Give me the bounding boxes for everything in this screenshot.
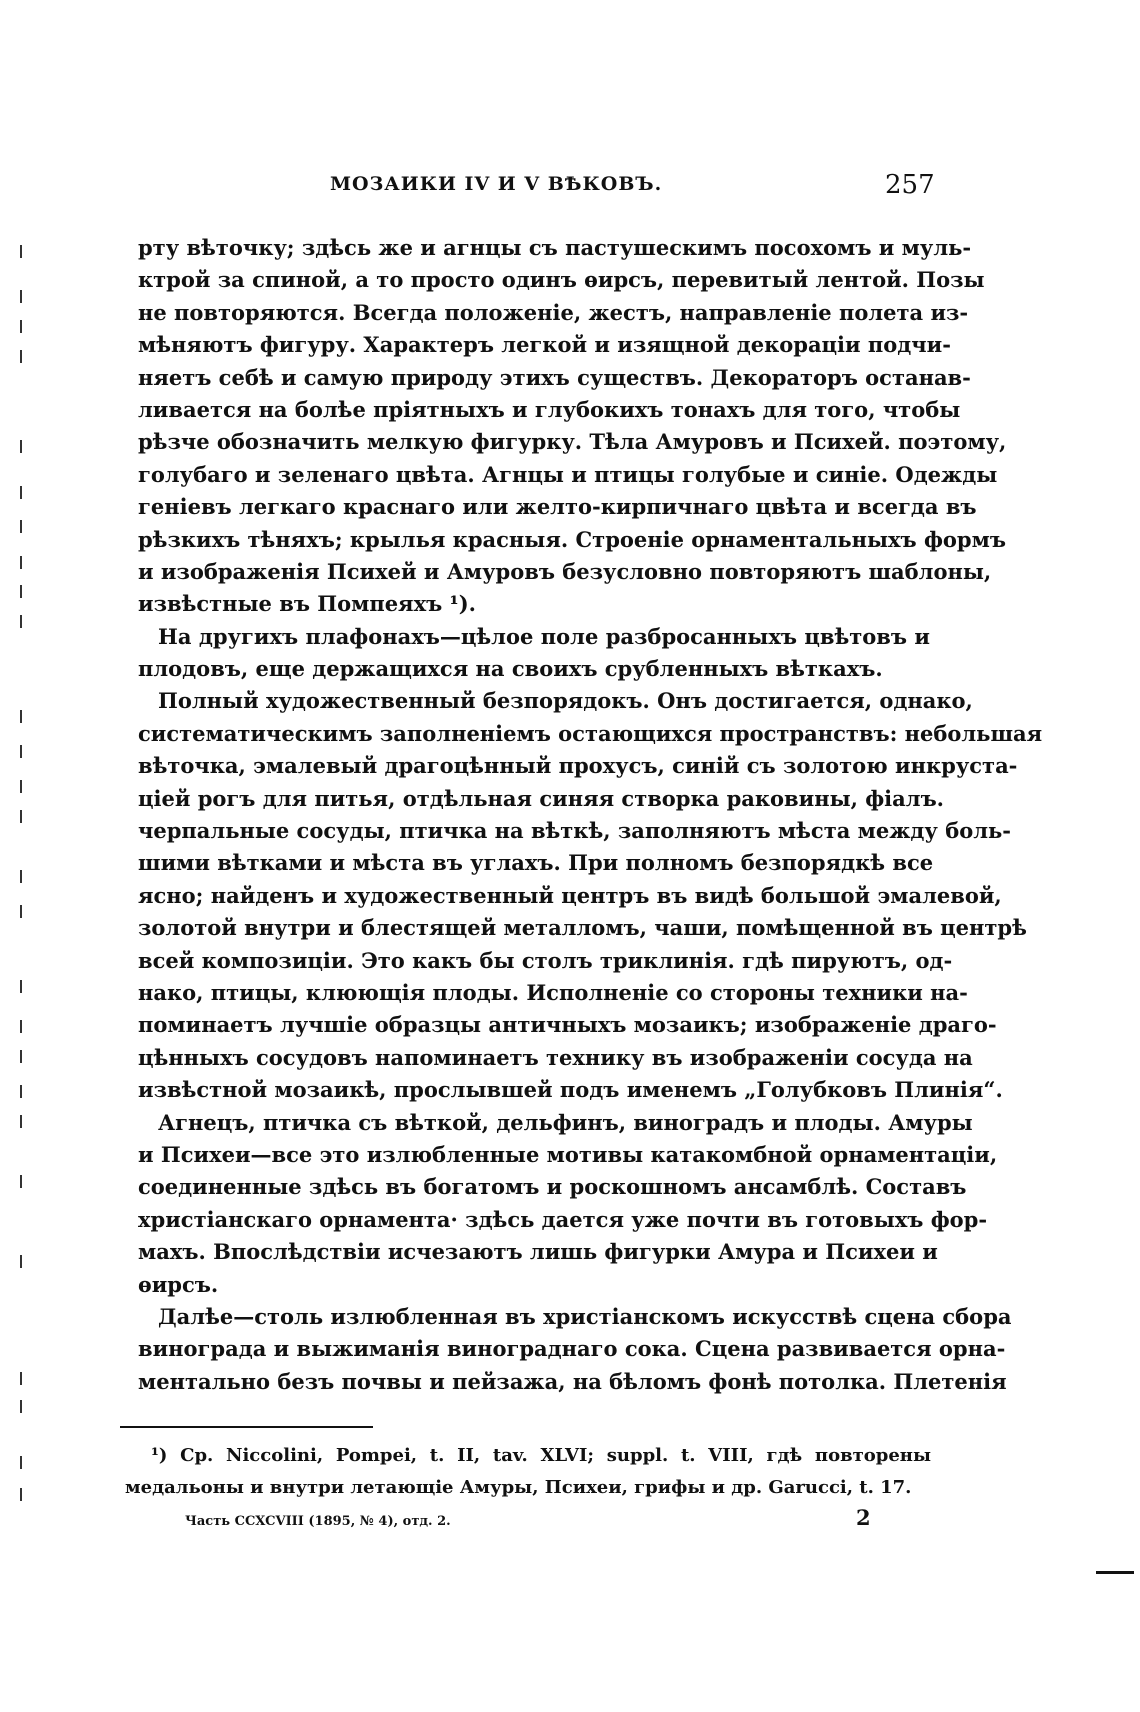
scan-margin-mark xyxy=(20,1085,22,1098)
scan-margin-mark xyxy=(20,615,22,628)
scan-margin-mark xyxy=(20,350,22,363)
scan-margin-mark xyxy=(20,1372,22,1385)
sheet-number: 2 xyxy=(856,1505,871,1530)
text-line: нако, птицы, клюющія плоды. Исполненіе со стороны техники на- xyxy=(138,979,968,1005)
text-line: цѣнныхъ сосудовъ напоминаетъ технику въ изображеніи сосуда на xyxy=(138,1044,973,1070)
text-line: мѣняютъ фигуру. Характеръ легкой и изящной декораціи подчи- xyxy=(138,332,951,358)
text-line: Полный художественный безпорядокъ. Онъ достигается, однако, xyxy=(158,688,973,714)
text-line: поминаетъ лучшіе образцы античныхъ мозаикъ; изображеніе драго- xyxy=(138,1012,997,1038)
text-line: извѣстные въ Помпеяхъ ¹). xyxy=(138,591,476,617)
scan-margin-mark xyxy=(20,1255,22,1268)
text-line: всей композиціи. Это какъ бы столъ триклинія. гдѣ пируютъ, од- xyxy=(138,947,953,973)
scan-margin-mark xyxy=(20,1400,22,1413)
text-line: и Психеи—все это излюбленные мотивы катакомбной орнаментаціи, xyxy=(138,1141,998,1167)
text-line: и изображенія Психей и Амуровъ безусловно повторяютъ шаблоны, xyxy=(138,558,992,584)
scan-margin-mark xyxy=(20,1488,22,1501)
scan-margin-mark xyxy=(20,245,22,258)
scan-margin-mark xyxy=(20,320,22,333)
text-line: Агнецъ, птичка съ вѣткой, дельфинъ, виноградъ и плоды. Амуры xyxy=(158,1109,973,1135)
scan-margin-mark xyxy=(20,440,22,453)
scan-margin-mark xyxy=(20,585,22,598)
scan-margin-mark xyxy=(20,780,22,793)
text-line: ментально безъ почвы и пейзажа, на бѣломъ фонѣ потолка. Плетенія xyxy=(138,1368,1007,1394)
scan-margin-mark xyxy=(20,905,22,918)
scan-margin-mark xyxy=(20,980,22,993)
text-line: шими вѣтками и мѣста въ углахъ. При полномъ безпорядкѣ все xyxy=(138,850,934,876)
scan-margin-mark xyxy=(20,1175,22,1188)
scan-margin-mark xyxy=(20,290,22,303)
text-line: ктрой за спиной, а то просто одинъ ѳирсъ, перевитый лентой. Позы xyxy=(138,267,985,293)
scan-margin-mark xyxy=(20,745,22,758)
text-line: рту вѣточку; здѣсь же и агнцы съ пастушескимъ посохомъ и муль- xyxy=(138,235,972,260)
text-line: ливается на болѣе пріятныхъ и глубокихъ тонахъ для того, чтобы xyxy=(138,396,961,422)
text-line: христіанскаго орнамента· здѣсь дается уже почти въ готовыхъ фор- xyxy=(138,1206,988,1232)
text-line: черпальные сосуды, птичка на вѣткѣ, заполняютъ мѣста между боль- xyxy=(138,818,1011,844)
scan-margin-mark xyxy=(20,520,22,533)
scan-margin-mark xyxy=(20,710,22,723)
text-line: няетъ себѣ и самую природу этихъ существъ. Декораторъ останав- xyxy=(138,364,971,390)
scan-margin-mark xyxy=(20,1020,22,1033)
text-line: ціей рогъ для питья, отдѣльная синяя створка раковины, фіалъ. xyxy=(138,785,944,811)
printer-signature: Часть CCXCVIII (1895, № 4), отд. 2. xyxy=(185,1514,451,1529)
scan-margin-mark xyxy=(20,1050,22,1063)
scan-margin-mark xyxy=(20,486,22,499)
footnote-rule xyxy=(120,1426,373,1428)
scan-margin-mark xyxy=(20,870,22,883)
text-line: соединенные здѣсь въ богатомъ и роскошномъ ансамблѣ. Составъ xyxy=(138,1174,967,1200)
text-line: винограда и выжиманія винограднаго сока. Сцена развивается орна- xyxy=(138,1336,1006,1362)
scan-margin-mark xyxy=(20,1456,22,1469)
text-line: геніевъ легкаго краснаго или желто-кирпичнаго цвѣта и всегда въ xyxy=(138,494,977,520)
text-line: На другихъ плафонахъ—цѣлое поле разбросанныхъ цвѣтовъ и xyxy=(158,623,930,649)
scan-margin-mark xyxy=(20,810,22,823)
running-head: МОЗАИКИ IV И V ВѢКОВЪ. xyxy=(330,173,663,195)
text-line: систематическимъ заполненіемъ остающихся пространствъ: небольшая xyxy=(138,720,1043,746)
text-line: рѣзче обозначить мелкую фигурку. Тѣла Амуровъ и Психей. поэтому, xyxy=(138,429,1007,455)
footnote-line: ¹) Ср. Niccolini, Pompei, t. II, tav. XLVI; suppl. t. VIII, гдѣ повторены xyxy=(151,1445,931,1466)
text-line: не повторяются. Всегда положеніе, жестъ, направленіе полета из- xyxy=(138,299,969,325)
scan-margin-mark xyxy=(20,556,22,569)
text-line: извѣстной мозаикѣ, прослывшей подъ именемъ „Голубковъ Плинія“. xyxy=(138,1077,1003,1103)
body-text xyxy=(138,232,1043,1398)
text-line: золотой внутри и блестящей металломъ, чаши, помѣщенной въ центрѣ xyxy=(138,915,1027,941)
text-line: голубаго и зеленаго цвѣта. Агнцы и птицы голубые и синіе. Одежды xyxy=(138,461,998,487)
text-line: ѳирсъ. xyxy=(138,1271,219,1297)
text-line: плодовъ, еще держащихся на своихъ срубленныхъ вѣткахъ. xyxy=(138,656,883,682)
text-line: махъ. Впослѣдствіи исчезаютъ лишь фигурки Амура и Психеи и xyxy=(138,1239,938,1265)
footnote-line: медальоны и внутри летающіе Амуры, Психеи, грифы и др. Garucci, t. 17. xyxy=(125,1477,912,1498)
text-line: ясно; найденъ и художественный центръ въ видѣ большой эмалевой, xyxy=(138,882,1002,908)
text-line: Далѣе—столь излюбленная въ христіанскомъ искусствѣ сцена сбора xyxy=(158,1303,1012,1329)
scan-edge-mark xyxy=(1096,1571,1134,1574)
scan-margin-mark xyxy=(20,1115,22,1128)
page-number: 257 xyxy=(885,170,935,200)
text-line: вѣточка, эмалевый драгоцѣнный прохусъ, синій съ золотою инкруста- xyxy=(138,753,1018,779)
text-line: рѣзкихъ тѣняхъ; крылья красныя. Строеніе орнаментальныхъ формъ xyxy=(138,526,1006,552)
